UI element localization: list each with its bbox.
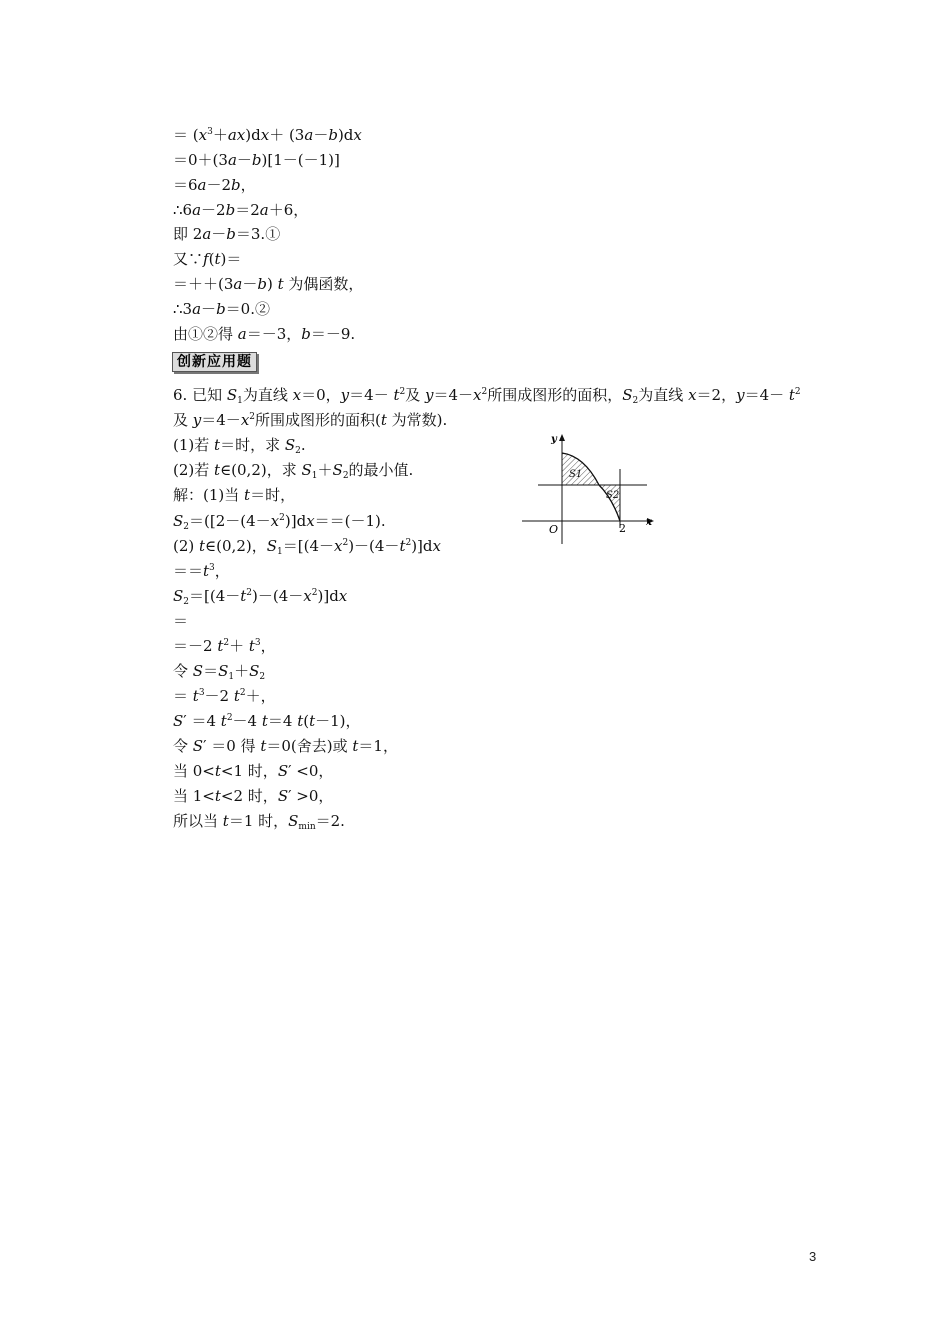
math-variable: a [304,126,314,144]
text-run: 令 [173,662,193,680]
text-run: － [313,126,329,144]
text-run: ∴6 [173,201,193,219]
text-run: ， [214,562,230,580]
text-run: 的最小值. [348,461,414,479]
math-variable: a [202,225,212,243]
text-run: －2 [201,201,226,219]
superscript: 3 [207,127,213,137]
text-run: ＋ (3 [269,126,305,144]
math-variable: t [260,737,267,755]
math-variable: x [333,537,343,555]
text-line [173,174,256,196]
superscript: 2 [342,538,349,548]
math-variable: x [270,512,280,530]
text-line [173,124,362,146]
math-variable: t [192,687,199,705]
text-run: 即 2 [173,225,203,243]
text-run: 所围成图形的面积， [487,386,623,404]
math-variable: t [199,537,206,555]
text-line [173,760,333,782]
math-variable: x [338,587,348,605]
math-variable: b [216,300,226,318]
math-variable: y [192,411,202,429]
text-run: ＝[(4－ [282,537,334,555]
text-run: ＝[(4－ [189,587,241,605]
math-variable: t [393,386,400,404]
text-line [173,660,265,682]
math-variable: S [192,662,204,680]
s2-label: S2 [606,490,620,501]
math-variable: x [303,587,312,605]
math-variable: t [240,587,247,605]
math-variable: S [277,787,289,805]
math-variable: S [249,662,260,680]
text-run: 所围成图形的面积( [255,411,381,429]
text-run: ＝4－ [433,386,474,404]
math-variable: t [277,275,284,293]
text-line [173,248,241,270]
text-run: )＝ [220,250,242,268]
text-line [173,298,270,320]
superscript: 2 [405,538,412,548]
text-run: 及 [173,411,193,429]
text-run: ＝0(舍去)或 [266,737,353,755]
math-variable: y [425,386,434,404]
text-line [173,384,801,406]
text-run: ＋ [229,637,249,655]
math-variable: x [198,126,208,144]
text-run: <1 时， [220,762,278,780]
math-variable: y [340,386,350,404]
math-variable: x [688,386,697,404]
math-variable: a [197,176,207,194]
math-variable: b [328,126,338,144]
text-run: ＝ [203,662,219,680]
text-line [173,273,363,295]
text-run: ＝－9. [310,325,356,343]
text-run: ∈(0,2)， [205,537,267,555]
superscript: 2 [246,588,253,598]
text-line [173,735,398,757]
math-variable: t [244,486,251,504]
text-run: ＝0＋(3 [173,151,228,169]
text-line [173,484,295,506]
text-run: 为常数). [386,411,448,429]
text-run: ＝4－ [349,386,394,404]
text-run: ＝4－ [744,386,789,404]
text-run: )d [337,126,354,144]
subscript: 2 [259,672,266,682]
math-variable: t [309,712,316,730]
text-run: 解：(1)当 [173,486,245,504]
text-run: ＋ [234,662,250,680]
text-run: ＝＝ [173,562,204,580]
math-variable: t [788,386,795,404]
text-run: 当 0< [173,762,215,780]
subscript: min [298,822,316,832]
text-run: ＝4－ [201,411,241,429]
math-variable: S [622,386,633,404]
math-variable: t [203,562,210,580]
text-line [173,223,280,245]
math-variable: a [227,151,237,169]
text-line [173,585,347,607]
text-run: ＝＝(－1). [314,512,386,530]
math-variable: t [214,787,221,805]
s1-label: S1 [569,469,583,480]
x-axis-label: x [646,517,652,528]
text-run: )]d [411,537,433,555]
text-line [173,459,413,481]
text-run: )]d [284,512,307,530]
text-run: －2 [206,176,232,194]
math-variable: b [226,225,236,243]
text-run: 及 [405,386,426,404]
math-variable: t [380,411,387,429]
math-variable: t [214,436,221,454]
text-run: ＋ [317,461,333,479]
text-line [173,409,447,431]
text-run: ＝－2 [173,637,218,655]
subscript: 2 [342,471,349,481]
text-run: 所以当 [173,812,223,830]
math-variable: x [240,411,250,429]
superscript: 2 [794,387,801,397]
y-axis-arrow-icon [559,434,565,441]
text-run: ＋， [245,687,276,705]
area-figure [522,432,657,547]
math-variable: t [352,737,359,755]
text-run: (2)若 [173,461,215,479]
text-run: ， [260,637,276,655]
section-badge: 创新应用题 [172,352,257,372]
math-variable: t [217,637,224,655]
text-line [173,199,308,221]
text-run: 当 1< [173,787,215,805]
text-run: )－(4－ [252,587,304,605]
text-run: )－(4－ [348,537,400,555]
text-line [173,685,276,707]
text-line [173,710,361,732]
math-variable: t [214,762,221,780]
superscript: 2 [223,638,230,648]
superscript: 2 [279,513,285,523]
subscript: 2 [632,396,639,406]
text-run: ) [266,275,278,293]
text-run: ＝2. [315,812,345,830]
math-variable: x [353,126,362,144]
math-variable: b [257,275,267,293]
subscript: 2 [183,597,190,607]
text-line [173,434,306,456]
math-variable: b [301,325,311,343]
text-run: )d [245,126,261,144]
math-variable: S [218,662,229,680]
math-variable: a [192,300,202,318]
text-run: ＝ [173,612,189,630]
math-variable: t [261,712,268,730]
subscript: 1 [277,547,283,557]
math-variable: b [225,201,236,219]
superscript: 3 [198,688,205,698]
text-line [173,535,441,557]
math-variable: x [473,386,482,404]
text-run: ＝＋＋(3 [173,275,234,293]
math-variable: S [277,762,289,780]
text-line [173,785,333,807]
text-line [173,560,230,582]
text-line [173,810,345,832]
math-variable: t [220,712,227,730]
math-variable: S [173,512,184,530]
text-line [173,610,188,632]
math-variable: a [192,201,202,219]
text-run: ＝4 [267,712,298,730]
math-variable: y [736,386,745,404]
math-variable: b [251,151,262,169]
math-variable: b [231,176,241,194]
math-variable: t [297,712,304,730]
text-run: 为直线 [638,386,689,404]
text-run: － [211,225,227,243]
text-line [173,635,276,657]
text-run: － [236,151,252,169]
math-variable: S [266,537,277,555]
math-variable: t [214,461,221,479]
page-number: 3 [809,1249,817,1264]
text-run: ′ ＝0 得 [203,737,261,755]
text-line [173,323,355,345]
text-run: (2) [173,537,200,555]
superscript: 2 [481,387,488,397]
text-run: ＋ [212,126,228,144]
superscript: 3 [209,563,215,573]
math-variable: S [301,461,312,479]
text-run: ＝([2－(4－ [189,512,271,530]
text-run: . [300,436,306,454]
text-run: －1)， [315,712,361,730]
text-run: ＝ ( [173,126,199,144]
text-run: ′ ＝4 [183,712,221,730]
math-variable: S [173,712,184,730]
text-run: ＋6， [268,201,309,219]
text-run: ∈(0,2)，求 [220,461,302,479]
text-run: ＝6 [173,176,198,194]
subscript: 1 [228,672,235,682]
text-run: <2 时， [220,787,278,805]
superscript: 3 [254,638,261,648]
text-run: ＝2 [235,201,260,219]
text-run: ＝1 时， [228,812,289,830]
text-run: ＝0.② [225,300,270,318]
text-run: ( [208,250,215,268]
math-variable: f [203,250,209,268]
superscript: 2 [399,387,406,397]
math-variable: S [173,587,184,605]
text-run: ＝3.① [235,225,281,243]
tick-label-2: 2 [619,522,626,535]
math-variable: t [214,250,221,268]
text-run: 由①②得 [173,325,238,343]
text-run: ＝时， [250,486,296,504]
math-variable: S [226,386,238,404]
text-run: 为直线 [242,386,293,404]
math-variable: S [284,436,296,454]
text-line [173,510,386,532]
superscript: 2 [311,588,318,598]
math-variable: S [332,461,343,479]
text-run: ＝时，求 [220,436,285,454]
y-axis-label: y [551,434,557,445]
subscript: 1 [237,396,243,406]
text-run: －4 [232,712,262,730]
origin-label: O [549,523,559,536]
superscript: 2 [249,412,256,422]
math-variable: x [292,386,302,404]
text-run: ′ <0， [288,762,334,780]
text-run: 为偶函数， [283,275,364,293]
math-variable: a [259,201,269,219]
subscript: 2 [295,446,301,456]
text-line [173,149,340,171]
math-variable: t [399,537,406,555]
text-run: 令 [173,737,193,755]
math-variable: t [233,687,240,705]
superscript: 2 [239,688,246,698]
text-run: ′ >0， [288,787,334,805]
text-run: )[1－(－1)] [261,151,340,169]
math-variable: x [306,512,315,530]
text-run: ＝ [173,687,193,705]
math-variable: x [432,537,441,555]
text-run: ∴3 [173,300,193,318]
text-run: ， [240,176,256,194]
math-variable: S [288,812,299,830]
math-variable: x [260,126,270,144]
math-variable: ax [227,126,246,144]
text-run: ＝0， [301,386,341,404]
text-run: － [242,275,258,293]
subscript: 1 [311,471,318,481]
text-run: － [201,300,217,318]
math-variable: t [248,637,255,655]
text-run: ＝2， [696,386,737,404]
superscript: 2 [226,713,233,723]
math-variable: a [233,275,243,293]
math-variable: t [222,812,229,830]
text-run: ( [303,712,310,730]
text-run: (1)若 [173,436,215,454]
math-variable: a [237,325,247,343]
text-run: 6. 已知 [173,386,227,404]
text-run: 又∵ [173,250,204,268]
math-variable: S [192,737,204,755]
text-run: )]d [317,587,339,605]
subscript: 2 [183,522,190,532]
text-run: ＝1， [358,737,398,755]
text-run: ＝－3， [246,325,302,343]
text-run: －2 [204,687,234,705]
